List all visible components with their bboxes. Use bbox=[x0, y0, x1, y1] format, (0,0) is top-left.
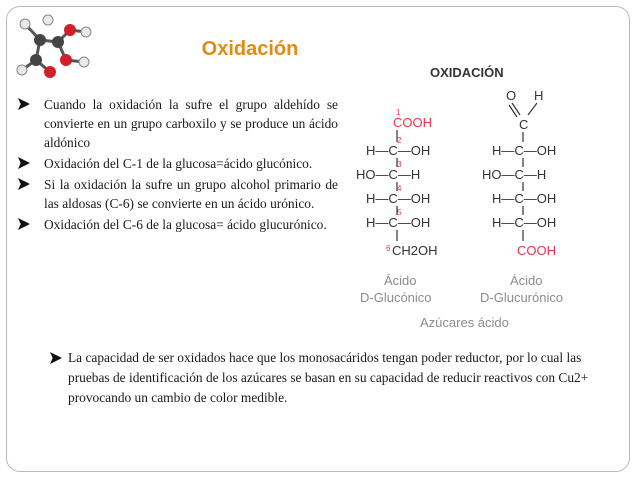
bullet-text: Cuando la oxidación la sufre el grupo aldehído se convierte en un grupo carboxilo y se produce un ácido aldónico bbox=[44, 97, 338, 150]
arrow-bullet-icon bbox=[18, 178, 30, 190]
arrow-bullet-icon bbox=[50, 352, 62, 364]
bullet-list bbox=[18, 95, 338, 236]
oxidation-figure bbox=[340, 55, 620, 340]
right-row: HO—C—H bbox=[482, 167, 547, 182]
bottom-text: La capacidad de ser oxidados hace que los monosacáridos tengan poder reductor, por lo cual las pruebas de identificación de los azúcares se basan en su capacidad de reducir reactivos con Cu2+ provocando un cambio de color medible. bbox=[68, 350, 589, 405]
bullet-text: Oxidación del C-1 de la glucosa=ácido glucónico. bbox=[44, 156, 313, 171]
left-row: H—C—OH bbox=[366, 215, 431, 230]
bullet-text: Si la oxidación la sufre un grupo alcohol primario de las aldosas (C-6) se convierte en un ácido urónico. bbox=[44, 177, 338, 211]
left-row: H—C—OH bbox=[366, 191, 431, 206]
left-label-line1: Ácido bbox=[384, 273, 417, 288]
right-top-c: C bbox=[519, 117, 529, 132]
bottom-paragraph bbox=[36, 348, 608, 408]
right-row: H—C—OH bbox=[492, 143, 557, 158]
carbon-number: 2 bbox=[397, 136, 402, 145]
right-top-o: O bbox=[506, 88, 517, 103]
right-label-line2: D-Glucurónico bbox=[480, 290, 564, 305]
right-label-line1: Ácido bbox=[510, 273, 543, 288]
carbon-number: 3 bbox=[397, 160, 402, 169]
left-top-group: COOH bbox=[393, 115, 432, 130]
slide-title: Oxidación bbox=[201, 38, 299, 60]
left-bottom-group: CH2OH bbox=[392, 243, 438, 258]
bottom-paragraph-body bbox=[36, 348, 608, 408]
left-row: HO—C—H bbox=[356, 167, 421, 182]
carbon-number: 6 bbox=[386, 244, 391, 253]
figure-heading: OXIDACIÓN bbox=[430, 65, 504, 80]
gluconic-acid-structure bbox=[356, 108, 438, 305]
arrow-bullet-icon bbox=[18, 157, 30, 169]
carbon-number: 5 bbox=[397, 208, 402, 217]
bullet-item bbox=[18, 175, 338, 213]
bullet-item bbox=[18, 95, 338, 152]
right-bottom-group: COOH bbox=[517, 243, 556, 258]
arrow-bullet-icon bbox=[18, 218, 30, 230]
left-row: H—C—OH bbox=[366, 143, 431, 158]
carbon-number: 1 bbox=[396, 108, 401, 117]
bullet-item bbox=[18, 154, 338, 173]
bullet-text: Oxidación del C-6 de la glucosa= ácido glucurónico. bbox=[44, 217, 327, 232]
molecule-icon bbox=[10, 12, 100, 82]
figure-caption: Azúcares ácido bbox=[420, 315, 509, 330]
arrow-bullet-icon bbox=[18, 98, 30, 110]
right-row: H—C—OH bbox=[492, 191, 557, 206]
glucuronic-acid-structure bbox=[480, 88, 563, 305]
right-row: H—C—OH bbox=[492, 215, 557, 230]
carbon-number: 4 bbox=[397, 184, 402, 193]
left-label-line2: D-Glucónico bbox=[360, 290, 432, 305]
right-top-h: H bbox=[534, 88, 544, 103]
bullet-item bbox=[18, 215, 338, 234]
